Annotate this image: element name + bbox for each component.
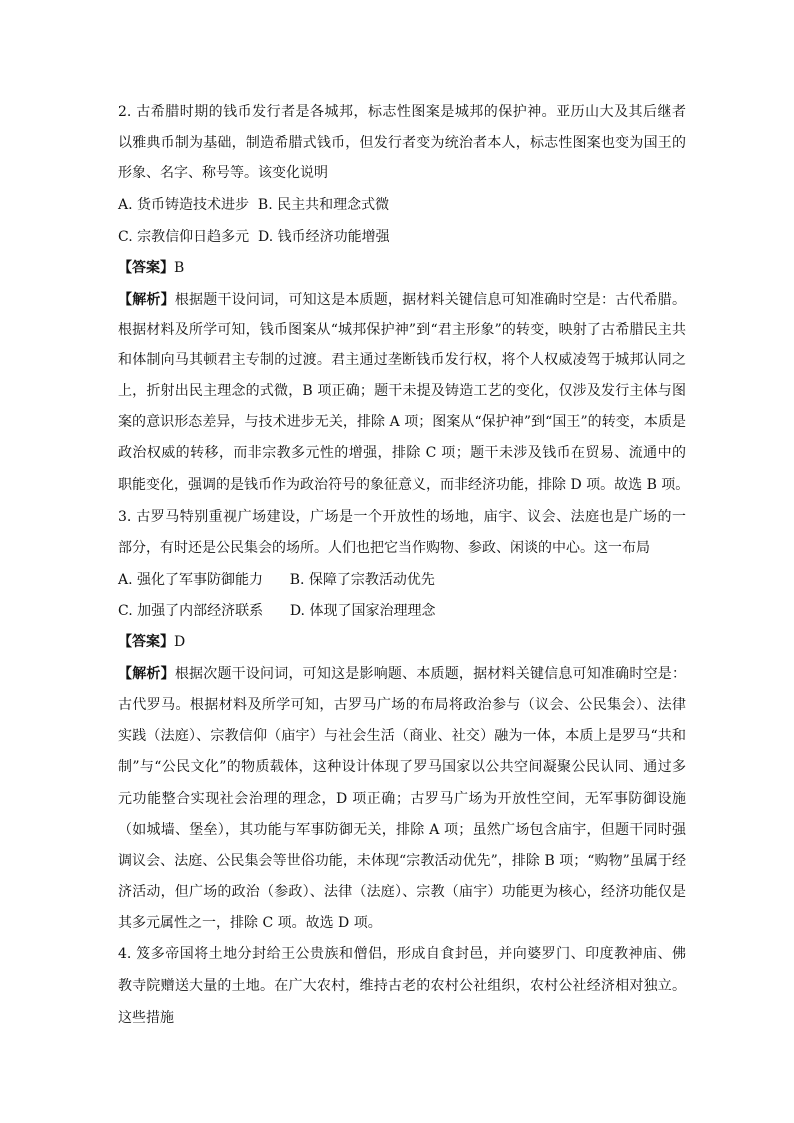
q3-option-line-1: A. 强化了军事防御能力 B. 保障了宗教活动优先 bbox=[118, 572, 435, 588]
analysis-text: 根据次题干设问词，可知这是影响题、本质题，据材料关键信息可知准确时空是： bbox=[174, 666, 687, 682]
q2-analysis-line-7: 职能变化，强调的是钱币作为政治符号的象征意义，而非经济功能，排除 D 项。故选 B 项。 bbox=[118, 477, 690, 493]
answer-label: 【答案】 bbox=[118, 634, 174, 650]
q2-analysis-line-2: 根据材料及所学可知，钱币图案从“城邦保护神”到“君主形象”的转变，映射了古希腊民主共 bbox=[118, 322, 686, 338]
analysis-text: 根据题干设问词，可知这是本质题，据材料关键信息可知准确时空是：古代希腊。 bbox=[174, 292, 687, 308]
q2-option-line-2: C. 宗教信仰日趋多元 D. 钱币经济功能增强 bbox=[118, 229, 390, 245]
q2-analysis-line-4: 上，折射出民主理念的式微，B 项正确；题干未提及铸造工艺的变化，仅涉及发行主体与图 bbox=[118, 383, 686, 399]
q3-stem-line-1: 3. 古罗马特别重视广场建设，广场是一个开放性的场地，庙宇、议会、法庭也是广场的一 bbox=[118, 509, 686, 525]
answer-value: B bbox=[174, 260, 185, 276]
q2-stem-line-3: 形象、名字、称号等。该变化说明 bbox=[118, 165, 328, 181]
answer-label: 【答案】 bbox=[118, 260, 174, 276]
q3-answer bbox=[118, 632, 686, 652]
q3-analysis-line-2: 古代罗马。根据材料及所学可知，古罗马广场的布局将政治参与（议会、公民集会）、法律 bbox=[118, 697, 686, 713]
q4-stem-line-1: 4. 笈多帝国将土地分封给王公贵族和僧侣，形成自食封邑，并向婆罗门、印度教神庙、佛 bbox=[118, 946, 686, 962]
q2-option-line-1: A. 货币铸造技术进步 B. 民主共和理念式微 bbox=[118, 197, 390, 213]
q2-stem-line-2: 以雅典币制为基础，制造希腊式钱币，但发行者变为统治者本人，标志性图案也变为国王的 bbox=[118, 135, 686, 151]
q3-analysis-line-6: （如城墙、堡垒），其功能与军事防御无关，排除 A 项；虽然广场包含庙宇，但题干同时强 bbox=[118, 822, 686, 838]
q4-stem-line-3: 这些措施 bbox=[118, 1010, 174, 1026]
q3-analysis-line-1 bbox=[118, 664, 686, 684]
q2-analysis-line-3: 和体制向马其顿君主专制的过渡。君主通过垄断钱币发行权，将个人权威凌驾于城邦认同之 bbox=[118, 352, 686, 368]
q2-analysis-line-6: 政治权威的转移，而非宗教多元性的增强，排除 C 项；题干未涉及钱币在贸易、流通中的 bbox=[118, 445, 686, 461]
q3-analysis-line-9: 其多元属性之一，排除 C 项。故选 D 项。 bbox=[118, 915, 382, 931]
q3-option-line-2: C. 加强了内部经济联系 D. 体现了国家治理理念 bbox=[118, 603, 436, 619]
q4-stem-line-2: 教寺院赠送大量的土地。在广大农村，维持古老的农村公社组织，农村公社经济相对独立。 bbox=[118, 978, 686, 994]
q3-analysis-line-8: 济活动，但广场的政治（参政）、法律（法庭）、宗教（庙宇）功能更为核心，经济功能仅是 bbox=[118, 884, 686, 900]
q3-stem-line-2: 部分，有时还是公民集会的场所。人们也把它当作购物、参政、闲谈的中心。这一布局 bbox=[118, 540, 650, 556]
q3-analysis-line-7: 调议会、法庭、公民集会等世俗功能，未体现“宗教活动优先”，排除 B 项；“购物”虽属于经 bbox=[118, 853, 686, 869]
q2-analysis-line-5: 案的意识形态差异，与技术进步无关，排除 A 项；图案从“保护神”到“国王”的转变，本质是 bbox=[118, 414, 686, 430]
q3-analysis-line-3: 实践（法庭）、宗教信仰（庙宇）与社会生活（商业、社交）融为一体，本质上是罗马“共和 bbox=[118, 728, 686, 744]
analysis-label: 【解析】 bbox=[118, 666, 175, 682]
q2-analysis-line-1 bbox=[118, 290, 686, 310]
analysis-label: 【解析】 bbox=[118, 292, 175, 308]
answer-value: D bbox=[174, 634, 186, 650]
q3-analysis-line-4: 制”与“公民文化”的物质载体，这种设计体现了罗马国家以公共空间凝聚公民认同、通过多 bbox=[118, 759, 686, 775]
q3-analysis-line-5: 元功能整合实现社会治理的理念，D 项正确；古罗马广场为开放性空间，无军事防御设施 bbox=[118, 791, 686, 807]
q2-answer bbox=[118, 258, 686, 278]
q2-stem-line-1: 2. 古希腊时期的钱币发行者是各城邦，标志性图案是城邦的保护神。亚历山大及其后继者 bbox=[118, 104, 686, 120]
